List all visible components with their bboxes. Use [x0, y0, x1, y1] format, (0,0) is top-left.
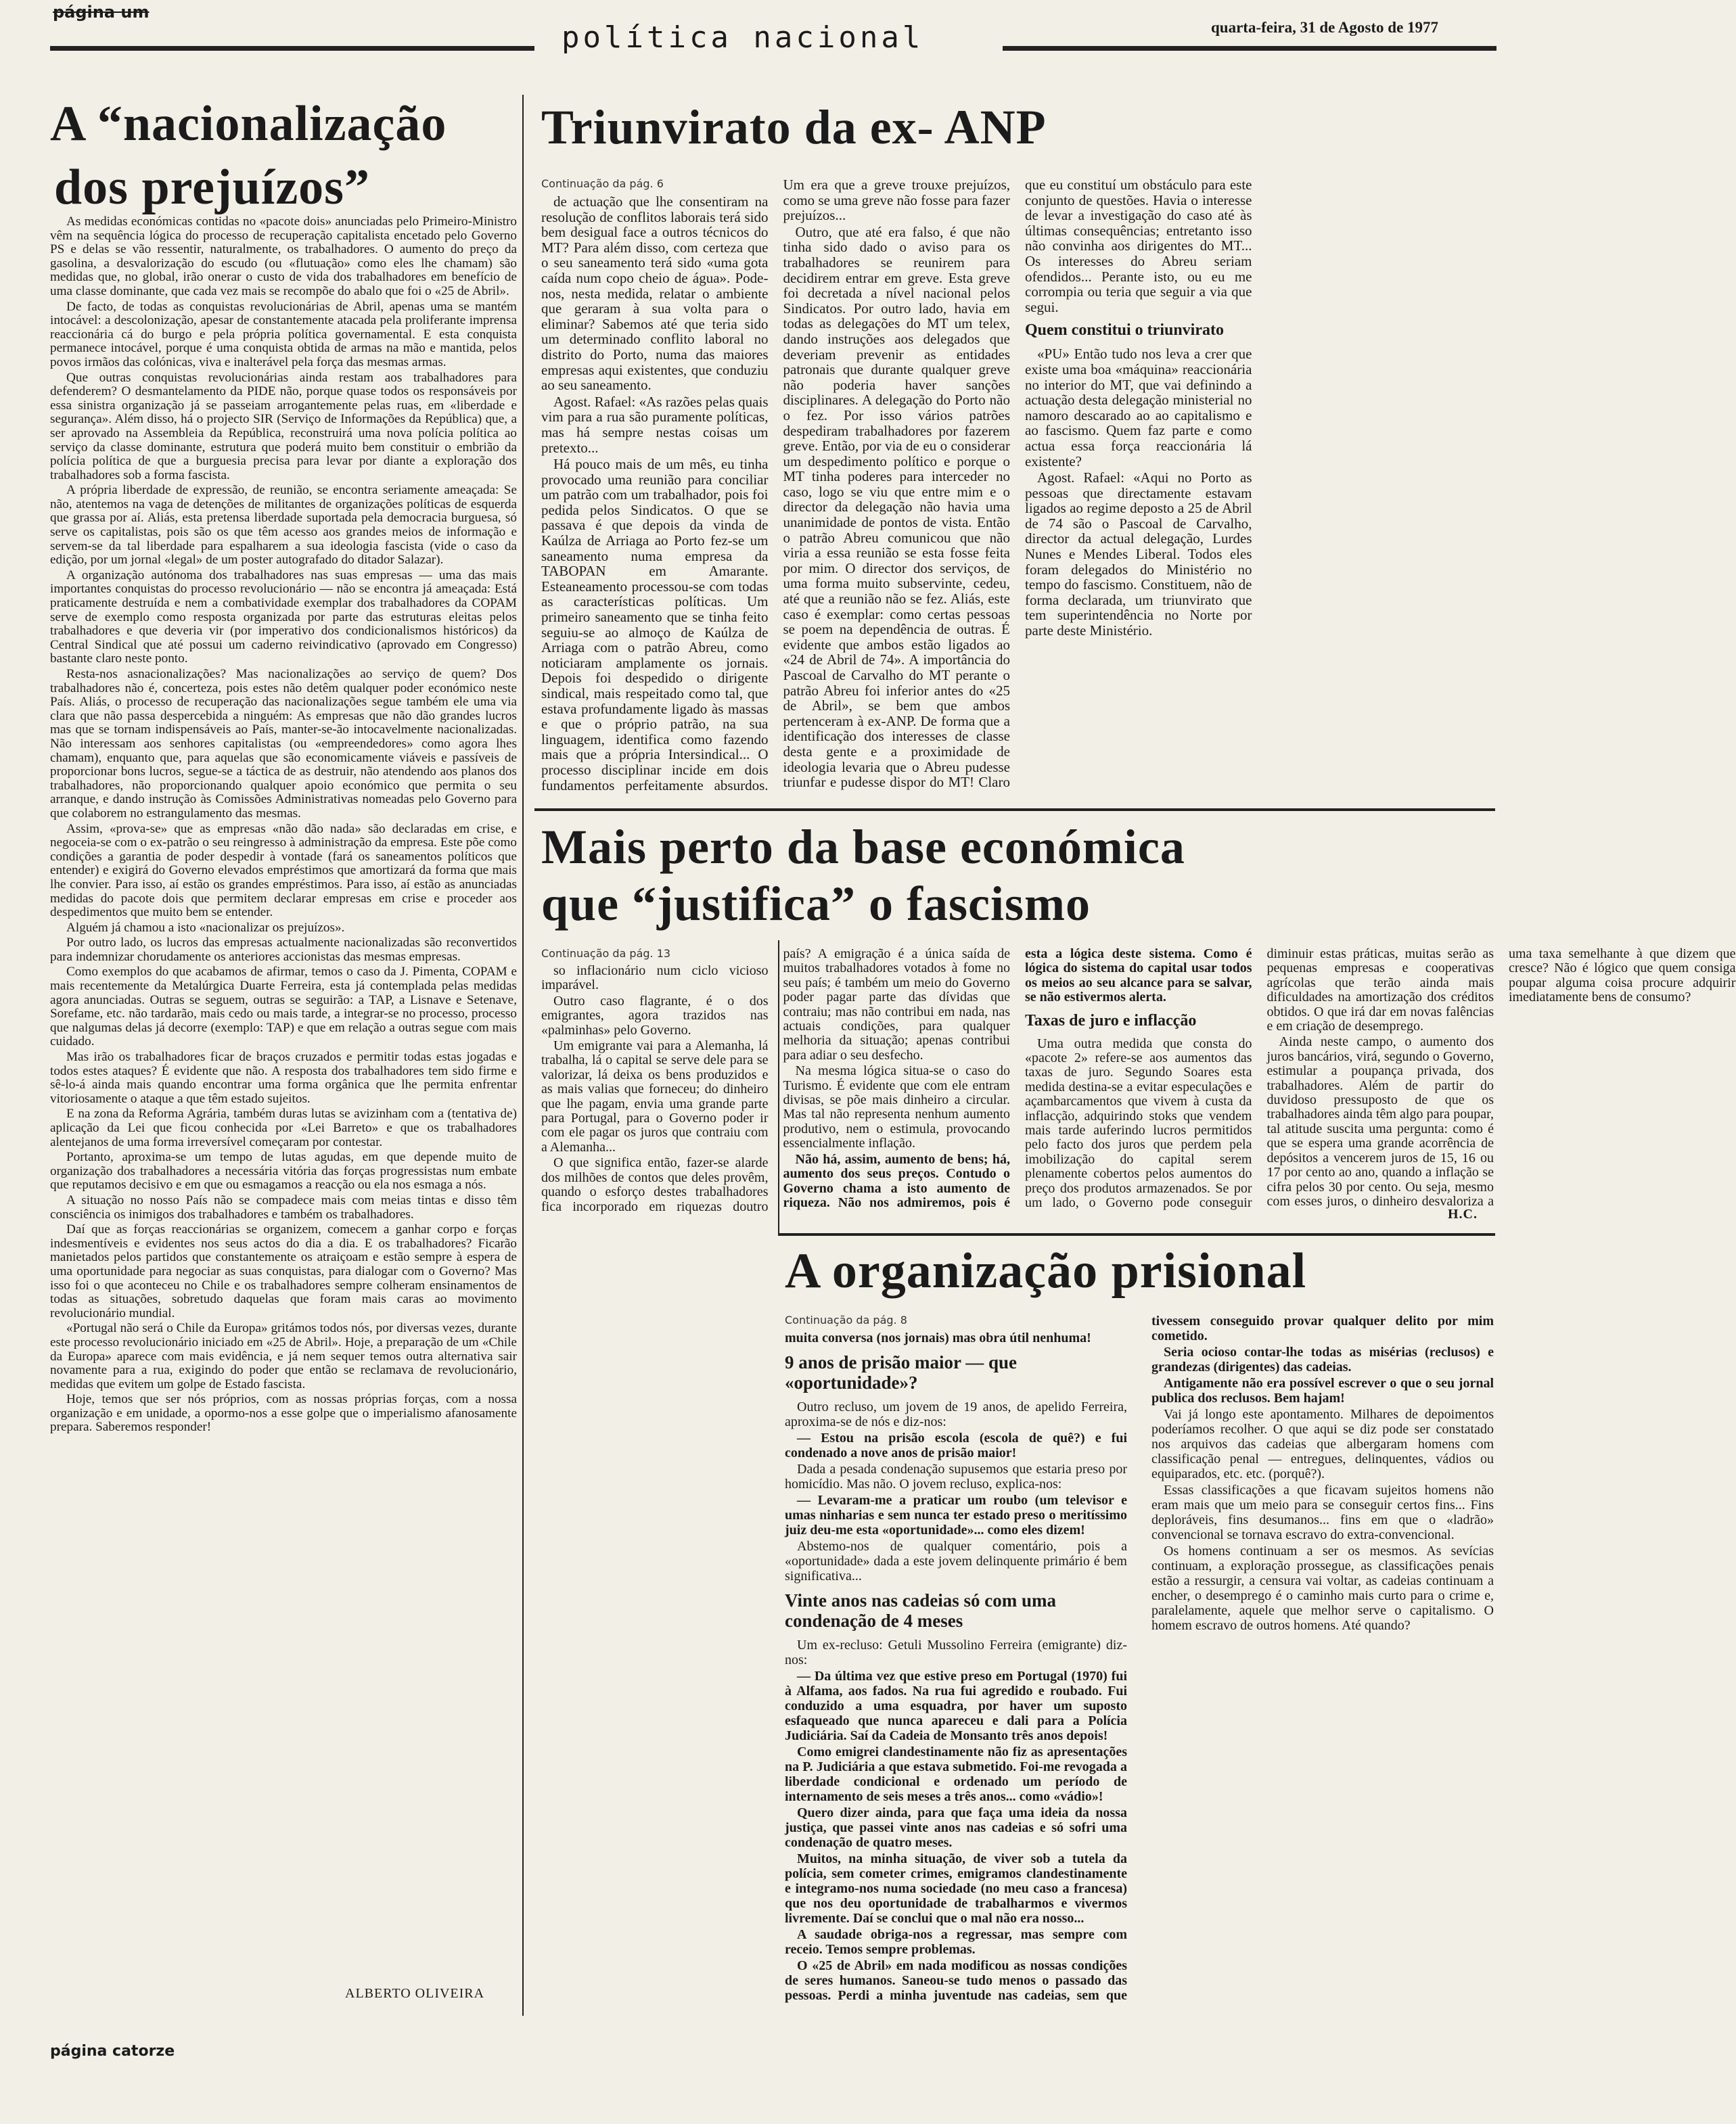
text-columns — [541, 177, 1494, 794]
paragraph: — Da última vez que estive preso em Portugal (1970) fui à Alfama, aos fados. Na rua fui agredido e roubado. Fui conduzido a uma esquadra, por haver um suposto esfaqueado que nunca apareceu e dali para a Polícia Judiciária. Saí da Cadeia de Monsanto três anos depois! — [785, 1669, 1127, 1743]
paragraph: Vai já longo este apontamento. Milhares de depoimentos poderíamos recolher. O que aqui se diz pode ser constatado nos arquivos das cadeias que albergaram homens com classificação penal — entregues, delinquentes, vádios ou equiparados, etc. etc. (porquê?). — [1151, 1407, 1494, 1481]
section-rule-lower — [778, 1233, 1495, 1236]
paragraph: Alguém já chamou a isto «nacionalizar os prejuízos». — [66, 920, 345, 935]
paragraph: Agost. Rafael: «Aqui no Porto as pessoas que directamente estavam ligados ao regime deposto a 25 de Abril de 74 são o Pascoal de Carvalho, director da actual delegação, Lurdes Nunes e Mendes Liberal. Todos eles foram delegados do Ministério no tempo do fascismo. Constituem, não de forma declarada, um triunvirato que tem superintendência no Norte por parte deste Ministério. — [1025, 469, 1252, 639]
article-title — [541, 818, 1488, 932]
subheading: Quem constitui o triunvirato — [1025, 321, 1224, 340]
continued-note: Continuação da pág. 8 — [785, 1314, 907, 1326]
paragraph: Essas classificações a que ficavam sujeitos homens não eram mais que um meio para se conseguir certos fins... Fins deploráveis, fins desumanos... fins em que o «ladrão» convencional se tornava escravo do extra-convencional. — [1151, 1483, 1494, 1542]
section-rule-mid — [534, 808, 1495, 811]
paragraph: O que significa então, fazer-se alarde dos milhões de contos que deles provêm, quando o esforço destes trabalhadores fica incorporado em riquezas doutro país? A emigração é a única saída de muitos trabalhadores votados à fome no seu país; é também um meio do Governo poder pagar parte das dívidas que contraiu; mas não contribui em nada, nas actuais condições, para qualquer melhoria da situação; apenas contribui para adiar o seu desfecho. — [541, 946, 1010, 1214]
subheading: Vinte anos nas cadeias só com uma condenação de 4 meses — [785, 1590, 1057, 1631]
paragraph: Antigamente não era possível escrever o que o seu jornal publica dos reclusos. Bem hajam! — [1151, 1376, 1494, 1406]
paragraph: Os homens continuam a ser os mesmos. As sevícias continuam, a exploração prossegue, as classificações penais estão a ressurgir, a censura vai voltar, as cadeias continuam a encher, o desemprego é o caminho mais curto para o crime e, paralelamente, aquele que melhor serve o capitalismo. O homem escravo de outros homens. Até quando? — [1151, 1544, 1494, 1633]
paragraph: Outro caso flagrante, é o dos emigrantes, agora trazidos nas «palminhas» pelo Governo. — [541, 993, 769, 1038]
article-body — [50, 215, 517, 1987]
article-body — [541, 946, 1736, 1218]
paragraph: Assim, «prova-se» que as empresas «não dão nada» são declaradas em crise, e negoceia-se com o ex-patrão o seu reingresso à administração da empresa. Este põe como condições a garantia de poder despedir à vontade (fará os saneamentos políticos que entender) e exigirá do Governo elevados empréstimos que amortizará da forma que mais lhe convier. Para isso, aí estão os grandes empréstimos. Para isso, aí estão as anunciadas medidas do pacote dois que permitem declarar empresas em crise e proceder aos despedimentos que muito bem se entender. — [50, 821, 517, 920]
masthead-rule-left — [50, 46, 534, 51]
article-title-line: Mais perto da base económica — [541, 820, 1185, 874]
paragraph: Outro recluso, um jovem de 19 anos, de apelido Ferreira, aproxima-se de nós e diz-nos: — [785, 1400, 1127, 1429]
paragraph: Uma outra medida que consta do «pacote 2» refere-se aos aumentos das taxas de juro. Segundo Soares esta medida destina-se a evitar especulações e açambarcamentos que vivem à custa da inflacção, adquirindo stoks que vendem mais tarde auferindo lucros permitidos pelo facto dos juros que perdem pela imobilização do capital serem plenamente cobertos pelos aumentos do preço dos produtos armazenados. Se por um lado, o Governo pode conseguir diminuir estas práticas, muitas serão as pequenas empresas e cooperativas agrícolas que terão ainda mais dificuldades na amortização dos créditos obtidos. O que irá dar em novas falências e em criação de desemprego. — [1025, 946, 1494, 1211]
paragraph: Seria ocioso contar-lhe todas as misérias (reclusos) e grandezas (dirigentes) das cadeias. — [1151, 1345, 1494, 1375]
page-label-top: página um — [53, 3, 150, 22]
paragraph: Na mesma lógica situa-se o caso do Turismo. É evidente que com ele entram divisas, se põe mais dinheiro a circular. Mas tal não representa nenhum aumento produtivo, nem o estimula, provocando essencialmente inflação. — [783, 1063, 1010, 1151]
paragraph: Um emigrante vai para a Alemanha, lá trabalha, lá o capital se serve dele para se valorizar, lá deixa os bens produzidos e as mais valias que forneceu; do dinheiro que lhe pagam, envia uma grande parte para Portugal, para o Governo poder ir com ele pagar os juros que contraiu com a Alemanha... — [541, 1038, 769, 1155]
paragraph: Por outro lado, os lucros das empresas actualmente nacionalizadas são reconvertidos para indemnizar chorudamente os anteriores accionistas das mesmas empresas. — [50, 936, 517, 964]
text-columns — [541, 946, 1736, 1218]
text-columns — [785, 1314, 1494, 2017]
article-body — [785, 1314, 1494, 2017]
paragraph: Como exemplos do que acabamos de afirmar, temos o caso da J. Pimenta, COPAM e mais recentemente da Metalúrgica Duarte Ferreira, esta já contemplada pelas medidas agora anunciadas. Outras se seguem, outras se seguirão: a TAP, a Lisnave e Setenave, Sorefame, etc. não tardarão, mais cedo ou mais tarde, a integrar-se no processo, processo que nalgumas delas já decorre (exemplo: TAP) e que em relação a outras segue com mais cuidado. — [50, 965, 517, 1049]
article-title-line: que “justifica” o fascismo — [541, 877, 1091, 931]
paragraph: Daí que as forças reaccionárias se organizem, comecem a ganhar corpo e forças indesmentíveis e evidentes nos seus actos do dia a dia. E os trabalhadores? Ficarão manietados pelos partidos que constantemente os atraiçoam e estão sempre à espera de uma oportunidade para negociar as suas conquistas, para dialogar com o Governo? Mas isso foi o que aconteceu no Chile e os trabalhadores sempre colheram ensinamentos de todas as situações, sobretudo daquelas que foram mais caras ao movimento revolucionário mundial. — [50, 1222, 517, 1320]
paragraph: Dada a pesada condenação supusemos que estaria preso por homicídio. Mas não. O jovem recluso, explica-nos: — [785, 1462, 1127, 1492]
paragraph: Portanto, aproxima-se um tempo de lutas agudas, em que depende muito de organização dos trabalhadores a necessária vitória das forças progressistas num embate que reputamos decisivo e em que ou esmagamos a reacção ou ela nos esmaga a nós. — [50, 1150, 517, 1193]
paragraph: Não há, assim, aumento de bens; há, aumento dos seus preços. Contudo o Governo chama a isto aumento de riqueza. Não nos admiremos, pois é esta a lógica deste sistema. Como é lógica do sistema do capital usar todos os meios ao seu alcance para se salvar, se não estivermos alerta. — [783, 946, 1252, 1210]
issue-date: quarta-feira, 31 de Agosto de 1977 — [1211, 19, 1439, 36]
paragraph: «Portugal não será o Chile da Europa» gritámos todos nós, por diversas vezes, durante este processo revolucionário iniciado em «25 de Abril». Hoje, a preparação de um «Chile da Europa» aparece com mais evidência, e já nem sequer temos outra alternativa sair novamente para a rua, exigindo do poder que então se reclamava de revolucionário, medidas que evitem um golpe de Estado fascista. — [50, 1321, 517, 1391]
paragraph: Quero dizer ainda, para que faça uma ideia da nossa justiça, que passei vinte anos nas cadeias e só sofri uma condenação de quatro meses. — [785, 1805, 1127, 1850]
paragraph: Abstemo-nos de qualquer comentário, pois a «oportunidade» dada a este jovem delinquente primário é bem significativa... — [785, 1539, 1127, 1584]
article-title-line: dos prejuízos” — [54, 160, 370, 215]
paragraph: so inflacionário num ciclo vicioso imparável. — [541, 963, 769, 993]
article-title: A organização prisional — [785, 1243, 1307, 1299]
paragraph: Resta-nos asnacionalizações? Mas nacionalizações ao serviço de quem? Dos trabalhadores não é, concerteza, pois estes não detêm qualquer poder económico neste País. Aliás, o processo de recuperação das nacionalizações segue também ele uma via clara que não passa despercebida a ninguém: As empresas que não dão grandes lucros mas que se tornam indispensáveis ao País, manter-se-ão intocavelmente nacionalizadas. Não interessam aos senhores capitalistas (ou «empreendedores» como agora lhes chamam), enquanto que, para aquelas que são economicamente viáveis e passíveis de proporcionar bons lucros, segue-se a táctica de as destruir, não atendendo aos planos dos trabalhadores, não proporcionando qualquer apoio económico que permita o seu arranque, e dando instrução às Comissões Administrativas nomeadas pelo Governo para que colaborem no estrangulamento das mesmas. — [50, 667, 517, 821]
paragraph: «PU» Então tudo nos leva a crer que existe uma boa «máquina» reaccionária no interior do MT, que vai definindo a actuação desta delegação ministerial no namoro descarado ao ao capitalismo e ao fascismo. Quem faz parte e como actua essa força reaccionária lá existente? — [1025, 346, 1252, 469]
paragraph: — Levaram-me a praticar um roubo (um televisor e umas ninharias e sem nunca ter estado preso o meritíssimo juiz deu-me esta «oportunidade»... como eles dizem! — [785, 1493, 1127, 1538]
paragraph: Agost. Rafael: «As razões pelas quais vim para a rua são puramente políticas, mas há sempre nestas coisas um pretexto... — [541, 393, 769, 456]
article-body — [541, 177, 1494, 794]
paragraph: A própria liberdade de expressão, de reunião, se encontra seriamente ameaçada: Se não, atentemos na vaga de detenções de militantes de organizações políticas de esquerda que grassa por aí. Aliás, esta pretensa liberdade suportada pela democracia burguesa, só serve os capitalistas, pois são os que têm acesso aos grandes meios de informação e servem-se da tal liberdade para espalharem a sua ideologia fascista (vide o caso da edição, por um jornal «legal» de um poster autografado do ditador Salazar). — [50, 483, 517, 568]
continued-note: Continuação da pág. 13 — [541, 947, 671, 960]
paragraph: Que outras conquistas revolucionárias ainda restam aos trabalhadores para defenderem? O desmantelamento da PIDE não, porque quase todos os responsáveis por essa sinistra organização já se passeiam arrogantemente pelas ruas, em «liberdade e segurança». Além disso, há o projecto SIR (Serviço de Informações da República) que, a ser aprovado na Assembleia da República, reconstruirá uma nova polícia política ao serviço da classe dominante, estrutura que poderá muito bem constituir o embrião da polícia política de que a burguesia precisa para levar por diante a exploração dos trabalhadores sob a forma fascista. — [50, 370, 517, 482]
paragraph: de actuação que lhe consentiram na resolução de conflitos laborais terá sido bem desigual face a outros técnicos do MT? Para além disso, com certeza que o seu saneamento terá sido «uma gota caída num copo cheio de água». Pode-nos, nesta medida, relatar o ambiente que geraram à sua volta para o eliminar? Sabemos até que teria sido um determinado conflito laboral no distrito do Porto, numa das maiores empresas aqui existentes, que conduziu ao seu saneamento. — [541, 193, 769, 394]
paragraph: muita conversa (nos jornais) mas obra útil nenhuma! — [785, 1331, 1091, 1345]
paragraph: Há pouco mais de um mês, eu tinha provocado uma reunião para conciliar um patrão com um trabalhador, pois foi pedida pelos Sindicatos. O que se passava é que depois da vinda de Kaúlza de Arriaga ao Porto fez-se um saneamento numa empresa da TABOPAN em Amarante. Esteaneamento processou-se com todas as características políticas. Um primeiro saneamento que se tinha feito seguiu-se ao almoço de Kaúlza de Arriaga com o patrão Abreu, como noticiaram amplamente os jornais. Depois foi despedido o dirigente sindical, mais respeitado como tal, que estava profundamente ligado às massas e que o próprio patrão, na sua linguagem, identifica como fazendo mais que a própria Intersindical... O processo disciplinar incide em dois fundamentos perfeitamente absurdos. Um era que a greve trouxe prejuízos, como se uma greve não fosse para fazer prejuízos... — [541, 177, 1010, 793]
paragraph: Como emigrei clandestinamente não fiz as apresentações na P. Judiciária a que estava submetido. Foi-me revogada a liberdade condicional e ordenado um período de internamento de seis meses a três anos... como «vádio»! — [785, 1745, 1127, 1804]
paragraph: Ainda neste campo, o aumento dos juros bancários, virá, segundo o Governo, estimular a poupança privada, dos trabalhadores. Além de partir do duvidoso pressuposto de que os trabalhadores ainda têm algo para poupar, tal atitude suscita uma pergunta: como é que se espera uma grande acorrência de depósitos a vencerem juros de 15, 16 ou 17 por cento ao ano, quando a inflação se cifra pelos 30 por cento. Ou seja, mesmo com esses juros, o dinheiro desvaloriza a uma taxa semelhante à que dizem que cresce? Não é lógico que quem consiga poupar alguma coisa procure adquirir imediatamente bens de consumo? — [1266, 946, 1736, 1209]
paragraph: De facto, de todas as conquistas revolucionárias de Abril, apenas uma se mantém intocável: a descolonização, apesar de constantemente atacada pela proliferante imprensa reaccionária cá do burgo e pela própria política governamental. E esta conquista permanece intocável, porque é uma conquista obtida de armas na mão e mantida, pelos povos irmãos das colónicas, viva e inalterável pela força das mesmas armas. — [50, 299, 517, 369]
paragraph: A organização autónoma dos trabalhadores nas suas empresas — uma das mais importantes conquistas do processo revolucionário — não se encontra já ameaçada: Está praticamente destruída e nem a combatividade exemplar dos trabalhadores da COPAM serve de exemplo como resposta organizada por parte das estruturas eleitas pelos trabalhadores e que deveria vir (por imperativo dos condicionalismos históricos) da Central Sindical que até possui um caderno reivindicativo (aprovado em Congresso) bastante claro neste ponto. — [50, 568, 517, 666]
column-divider-main — [522, 95, 524, 2016]
article-title — [50, 92, 517, 219]
paragraph: Muitos, na minha situação, de viver sob a tutela da polícia, sem cometer crimes, emigramos clandestinamente e integramo-nos numa sociedade (no meu caso a francesa) que nos deu oportunidade de trabalharmos e vivermos livremente. Daí se conclui que o mal não era nosso... — [785, 1851, 1127, 1926]
subheading: Taxas de juro e inflacção — [1025, 1011, 1197, 1030]
article-signature: H.C. — [1448, 1207, 1478, 1222]
paragraph: Um ex-recluso: Getuli Mussolino Ferreira (emigrante) diz-nos: — [785, 1638, 1127, 1667]
paragraph: Mas irão os trabalhadores ficar de braços cruzados e permitir todas estas jogadas e todos estes ataques? É evidente que não. A resposta dos trabalhadores tem sido firme e sê-lo-á ainda mais quando encontrar uma forma orgânica que lhe permita enfrentar vitoriosamente o ataque a que têm estado sujeitos. — [50, 1050, 517, 1106]
paragraph: A situação no nosso País não se compadece mais com meias tintas e disso têm consciência os inimigos dos trabalhadores e também os trabalhadores. — [50, 1193, 517, 1222]
paragraph: A saudade obriga-nos a regressar, mas sempre com receio. Temos sempre problemas. — [785, 1927, 1127, 1957]
section-title: política nacional — [562, 20, 924, 55]
page-label-bottom: página catorze — [50, 2043, 175, 2060]
subheading: 9 anos de prisão maior — que «oportunidade»? — [785, 1352, 1018, 1393]
masthead-rule-right — [1003, 46, 1497, 51]
paragraph: E na zona da Reforma Agrária, também duras lutas se avizinham com a (tentativa de) aplicação da Lei que ficou conhecida por «Lei Barreto» e que os trabalhadores alentejanos de uma forma irreversível começaram por contestar. — [50, 1107, 517, 1149]
paragraph: As medidas económicas contidas no «pacote dois» anunciadas pelo Primeiro-Ministro vêm na sequência lógica do processo de recuperação capitalista encetado pelo Governo PS e delas se vão ressentir, naturalmente, os trabalhadores. O aumento do preço da gasolina, a desvalorização do escudo (ou «flutuação» como eles lhe chamam) são medidas que, no global, irão onerar o custo de vida dos trabalhadores em benefício de uma classe dominante, que cada vez mais se recompõe do abalo que foi o «25 de Abril». — [50, 214, 517, 298]
paragraph: O «25 de Abril» em nada modificou as nossas condições de seres humanos. Saneou-se tudo menos o passado das pessoas. Perdi a minha juventude nas cadeias, sem que tivessem conseguido provar qualquer delito por mim cometido. — [785, 1314, 1494, 2003]
paragraph: Outro, que até era falso, é que não tinha sido dado o aviso para os trabalhadores se reunirem para decidirem entrar em greve. Esta greve foi decretada a nível nacional pelos Sindicatos. Por outro lado, havia em todas as delegações do MT um telex, dando instruções aos delegados que deveriam prevenir as entidades patronais que durante qualquer greve não poderia haver sanções disciplinares. A delegação do Porto não o fez. Por isso vários patrões despediram trabalhadores por fazerem greve. Então, por via de eu o considerar um despedimento político e porque o MT tinha poderes para interceder no caso, logo se viu que entre mim e o director da delegação não havia uma unanimidade de pontos de vista. Então o patrão Abreu comunicou que não viria a essa reunião se esta fosse feita por mim. O director dos serviços, de uma forma muito subservinte, cedeu, até que a reunião não se fez. Aliás, este caso é exemplar: como certas pessoas se poem na dependência de outras. É evidente que ambos estão ligados ao «24 de Abril de 74». A importância do Pascoal de Carvalho do MT perante o patrão Abreu foi inferior antes do «25 de Abril», se bem que ambos pertenceram à ex-ANP. De forma que a identificação dos interesses de classe desta gente e a proximidade de ideologia levaria que o Abreu pudesse triunfar e pudesse dispor do MT! Claro que eu constituí um obstáculo para este conjunto de questões. Havia o interesse de levar a investigação do caso até às últimas consequências; entretanto isso não convinha aos dirigentes do MT... Os interesses do Abreu seriam ofendidos... Perante isto, ou eu me corrompia ou teria que seguir a via que segui. — [783, 177, 1252, 791]
continued-note: Continuação da pág. 6 — [541, 177, 664, 190]
paragraph: Hoje, temos que ser nós próprios, com as nossas próprias forças, com a nossa organização e em unidade, a opormo-nos a esse golpe que o imperialismo afanosamente prepara. Saberemos responder! — [50, 1392, 517, 1435]
paragraph: — Estou na prisão escola (escola de quê?) e fui condenado a nove anos de prisão maior! — [785, 1431, 1127, 1460]
article-title: Triunvirato da ex- ANP — [541, 100, 1047, 154]
article-title-line: A “nacionalização — [50, 96, 447, 152]
article-signature: ALBERTO OLIVEIRA — [345, 1986, 485, 2001]
